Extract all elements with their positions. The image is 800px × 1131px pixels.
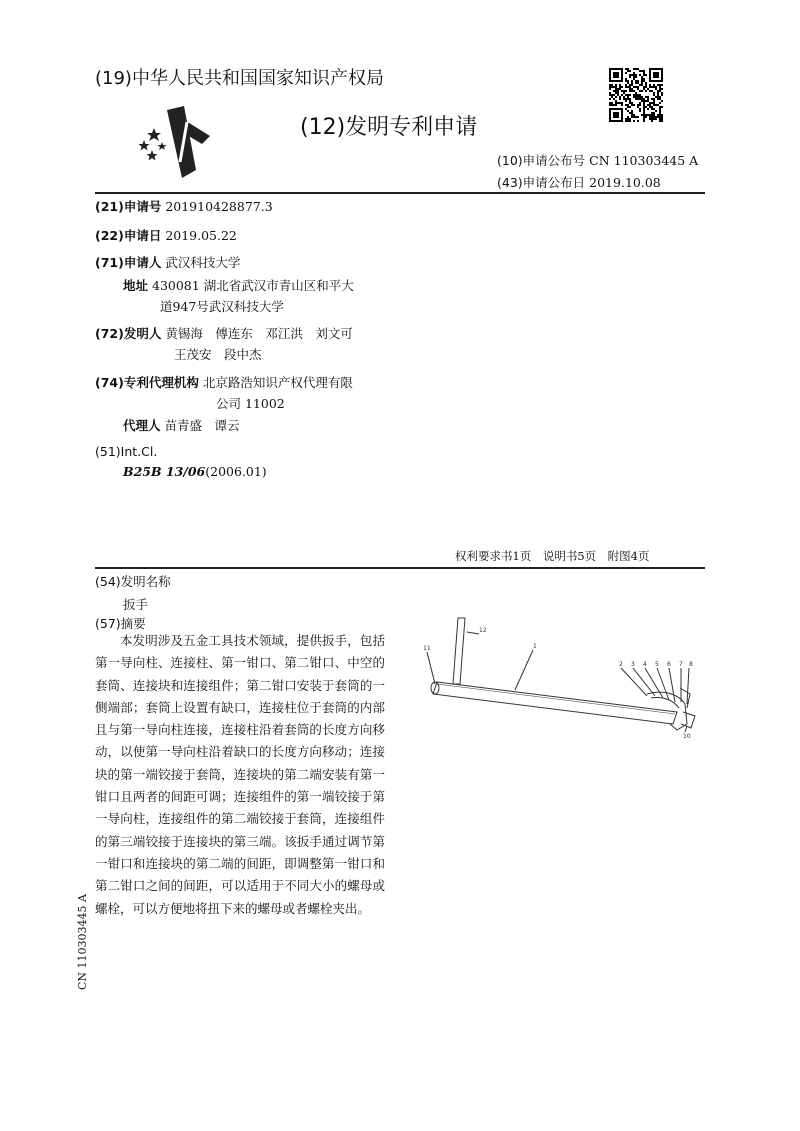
document-type: (12)发明专利申请 bbox=[300, 115, 478, 140]
inventors-line1: 黄锡海 傅连东 邓江洪 刘文可 bbox=[165, 326, 353, 341]
drawing-label: 2 bbox=[619, 661, 623, 668]
agent-label: 代理人 bbox=[123, 418, 161, 433]
title-label: (54)发明名称 bbox=[95, 574, 171, 589]
drawing-label: 12 bbox=[479, 627, 487, 634]
qr-code-icon bbox=[609, 68, 663, 122]
drawing-label: 11 bbox=[423, 645, 431, 652]
agent bbox=[123, 416, 240, 434]
pub-date-value: 2019.10.08 bbox=[589, 175, 661, 190]
publication-date bbox=[497, 173, 661, 191]
applicant bbox=[95, 253, 240, 271]
office-name: (19)中华人民共和国国家知识产权局 bbox=[95, 68, 384, 89]
drawing-label: 5 bbox=[655, 661, 659, 668]
app-date-label: (22)申请日 bbox=[95, 228, 162, 243]
drawing-label: 6 bbox=[667, 661, 671, 668]
wrench-drawing bbox=[415, 612, 715, 742]
application-number bbox=[95, 197, 273, 215]
agent-value: 苗青盛 谭云 bbox=[164, 418, 240, 433]
inventors bbox=[95, 324, 353, 342]
drawing-label: 4 bbox=[643, 661, 647, 668]
applicant-label: (71)申请人 bbox=[95, 255, 162, 270]
application-date bbox=[95, 226, 237, 244]
ipc-code: B25B 13/06 bbox=[123, 464, 206, 479]
publication-number bbox=[497, 151, 698, 169]
ipc-label: (51)Int.Cl. bbox=[95, 444, 158, 459]
app-no-value: 201910428877.3 bbox=[165, 199, 273, 214]
abstract-label: (57)摘要 bbox=[95, 616, 146, 631]
agency-label: (74)专利代理机构 bbox=[95, 375, 199, 390]
cnipa-logo-icon bbox=[132, 100, 212, 180]
applicant-value: 武汉科技大学 bbox=[165, 255, 241, 270]
page-counts: 权利要求书1页 说明书5页 附图4页 bbox=[455, 549, 650, 563]
inventors-label: (72)发明人 bbox=[95, 326, 162, 341]
app-no-label: (21)申请号 bbox=[95, 199, 162, 214]
drawing-label: 3 bbox=[631, 661, 635, 668]
side-pub-number: CN 110303445 A bbox=[76, 894, 89, 990]
abstract-text: 本发明涉及五金工具技术领域，提供扳手，包括第一导向柱、连接柱、第一钳口、第二钳口、中空的套筒、连接块和连接组件；第二钳口安装于套筒的一侧端部；套筒上设置有缺口，连接柱位于套筒的内部且与第一导向柱连接，连接柱沿着套筒的长度方向移动，以使第一导向柱沿着缺口的长度方向移动；连接块的第一端铰接于套筒，连接块的第二端安装有第一钳口且两者的间距可调；连接组件的第一端铰接于第一导向柱，连接组件的第二端铰接于套筒，连接组件的第三端铰接于连接块的第三端。该扳手通过调节第一钳口和连接块的第二端的间距，即调整第一钳口和第二钳口之间的间距，可以适用于不同大小的螺母或螺栓，可以方便地将扭下来的螺母或者螺栓夹出。 bbox=[95, 633, 385, 916]
body-divider bbox=[95, 567, 705, 569]
agency-line2: 公司 11002 bbox=[216, 396, 285, 411]
address-line1: 430081 湖北省武汉市青山区和平大 bbox=[152, 278, 354, 293]
ipc-classification bbox=[123, 464, 267, 479]
pub-number-value: CN 110303445 A bbox=[589, 153, 699, 168]
drawing-label: 10 bbox=[683, 733, 691, 740]
pub-number-label: (10)申请公布号 bbox=[497, 153, 586, 168]
address-label: 地址 bbox=[123, 278, 149, 293]
address bbox=[123, 276, 354, 294]
ipc-version: (2006.01) bbox=[205, 464, 267, 479]
inventors-line2: 王茂安 段中杰 bbox=[174, 347, 262, 362]
invention-title: 扳手 bbox=[123, 597, 149, 612]
drawing-label: 1 bbox=[533, 643, 537, 650]
drawing-label: 7 bbox=[679, 661, 683, 668]
drawing-label: 8 bbox=[689, 661, 693, 668]
app-date-value: 2019.05.22 bbox=[165, 228, 237, 243]
patent-agency bbox=[95, 373, 353, 391]
address-line2: 道947号武汉科技大学 bbox=[160, 299, 284, 314]
header-divider bbox=[95, 192, 705, 194]
pub-date-label: (43)申请公布日 bbox=[497, 175, 586, 190]
agency-line1: 北京路浩知识产权代理有限 bbox=[202, 375, 353, 390]
